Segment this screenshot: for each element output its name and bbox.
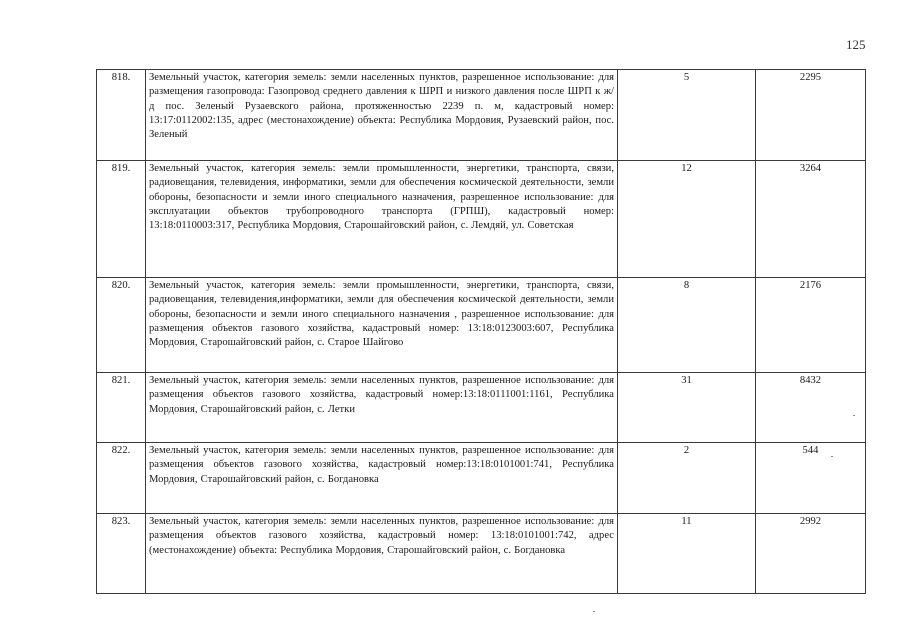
row-value: 544 [756,443,866,514]
scan-speck [831,456,833,457]
row-value: 3264 [756,161,866,278]
row-quantity: 12 [618,161,756,278]
row-description: Земельный участок, категория земель: земли населенных пунктов, разрешенное использование: для размещения объектов газового хозяйства, кадастровый номер:13:18:0101001:741, Республика Мордовия, Старошайговский район, с. Богдановка [146,443,618,514]
row-number: 823. [97,514,146,594]
row-number: 820. [97,278,146,373]
row-description: Земельный участок, категория земель: земли промышленности, энергетики, транспорта, связи, радиовещания, телевидения, информатики, земли для обеспечения космической деятельности, земли обороны, безопасности и земли иного специального назначения, разрешенное использование: для эксплуатации объектов трубопроводного транспорта (ГРПШ), кадастровый номер: 13:18:0110003:317, Республика Мордовия, Старошайговский район, с. Лемдяй, ул. Советская [146,161,618,278]
table-row [97,514,866,594]
row-value: 2176 [756,278,866,373]
scan-speck [593,611,595,612]
land-plot-table [96,69,866,594]
row-description: Земельный участок, категория земель: земли населенных пунктов, разрешенное использование: для размещения объектов газового хозяйства, кадастровый номер: 13:18:0101001:742, адрес (местонахождение) объекта: Республика Мордовия, Старошайговский район, с. Богдановка [146,514,618,594]
row-number: 818. [97,70,146,161]
table-row [97,70,866,161]
row-description: Земельный участок, категория земель: земли населенных пунктов, разрешенное использование: для размещения объектов газового хозяйства, кадастровый номер:13:18:0111001:1161, Республика Мордовия, Старошайговский район, с. Летки [146,373,618,443]
row-quantity: 11 [618,514,756,594]
table-row [97,373,866,443]
scan-speck [853,415,855,416]
row-quantity: 31 [618,373,756,443]
row-value: 2992 [756,514,866,594]
row-number: 819. [97,161,146,278]
page-number: 125 [846,37,866,52]
row-value: 2295 [756,70,866,161]
row-value: 8432 [756,373,866,443]
row-description: Земельный участок, категория земель: земли промышленности, энергетики, транспорта, связи, радиовещания, телевидения,информатики, земли для обеспечения космической деятельности, земли обороны, безопасности и земли иного специального назначения , разрешенное использование: для размещения объектов газового хозяйства, кадастровый номер: 13:18:0123003:607, Республика Мордовия, Старошайговский район, с. Старое Шайгово [146,278,618,373]
row-description: Земельный участок, категория земель: земли населенных пунктов, разрешенное использование: для размещения газопровода: Газопровод среднего давления к ШРП и низкого давления после ШРП к ж/д пос. Зеленый Рузаевского района, протяженностью 2239 п. м, кадастровый номер: 13:17:0112002:135, адрес (местонахождение) объекта: Республика Мордовия, Рузаевский район, пос. Зеленый [146,70,618,161]
row-quantity: 2 [618,443,756,514]
table-row [97,443,866,514]
row-quantity: 5 [618,70,756,161]
table-row [97,161,866,278]
row-number: 821. [97,373,146,443]
table-row [97,278,866,373]
row-number: 822. [97,443,146,514]
row-quantity: 8 [618,278,756,373]
